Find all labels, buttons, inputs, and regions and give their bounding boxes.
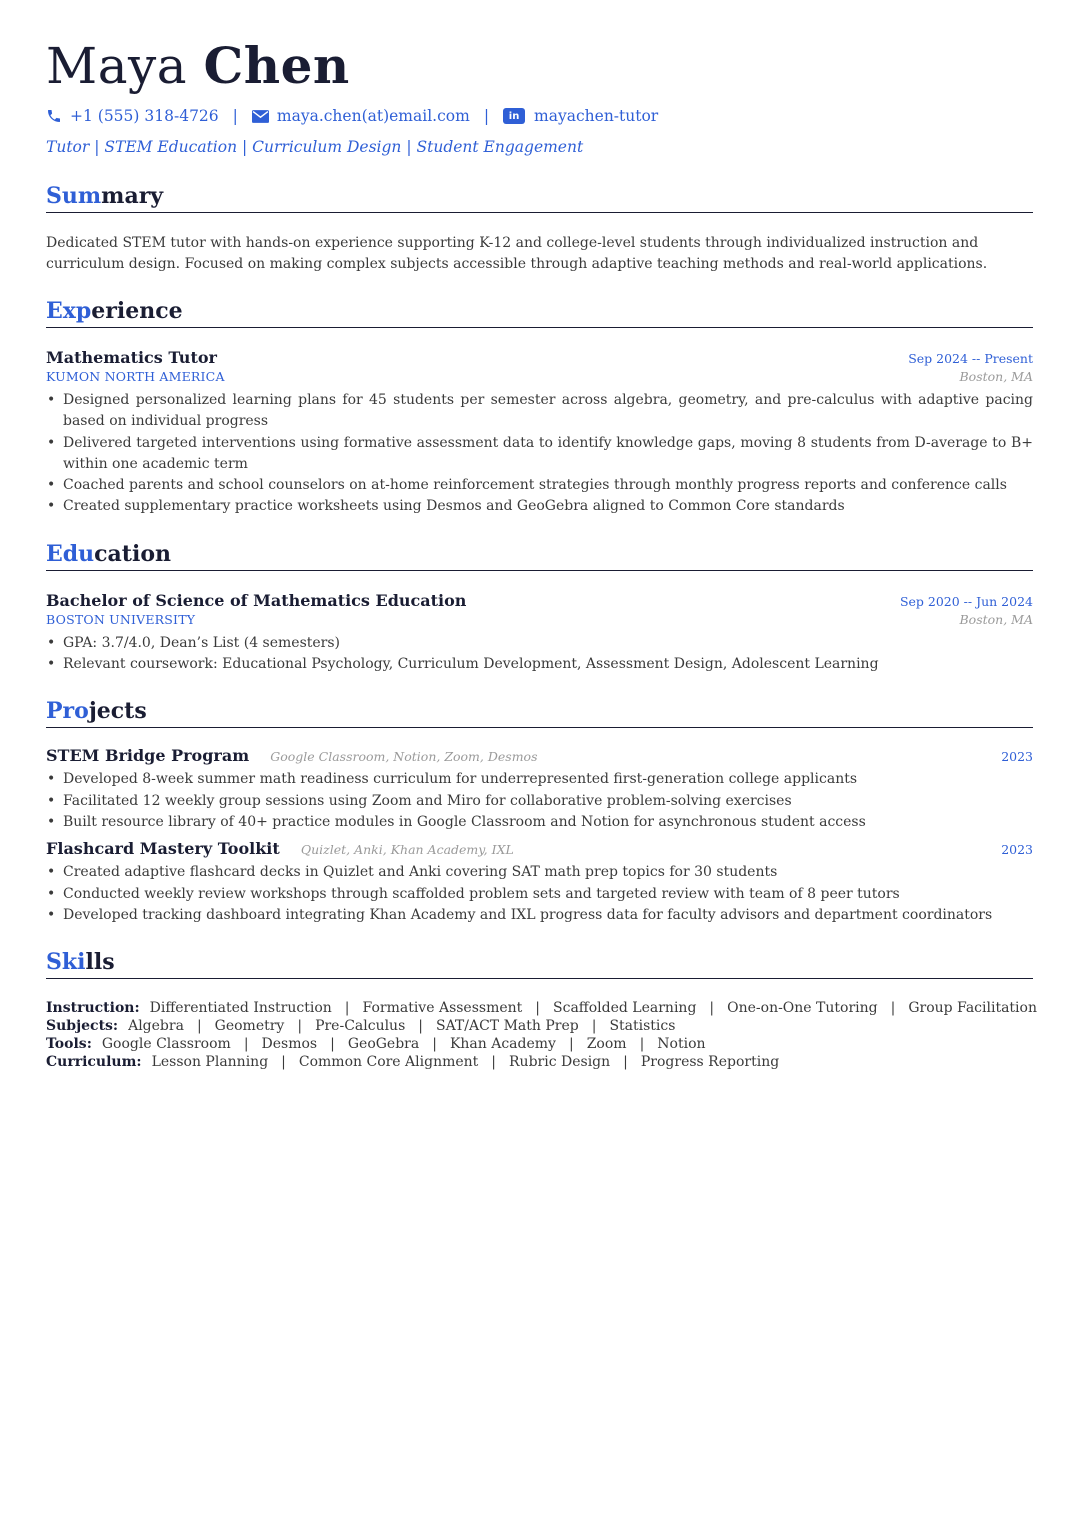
skill-item: | SAT/ACT Math Prep [405, 1017, 578, 1035]
skill-row [46, 1035, 1033, 1053]
list-item: • Developed 8-week summer math readiness curriculum for underrepresented first-generation college applicants [46, 769, 1033, 790]
skill-item: | GeoGebra [317, 1035, 419, 1053]
skill-item: | Progress Reporting [610, 1053, 779, 1071]
job-date: Sep 2024 -- Present [908, 351, 1033, 366]
contact-separator: | [232, 107, 238, 125]
skill-item: Google Classroom [101, 1036, 231, 1053]
skill-item: Lesson Planning [151, 1054, 269, 1071]
list-item: • Relevant coursework: Educational Psychology, Curriculum Development, Assessment Design, Adolescent Learning [46, 654, 1033, 675]
list-item: • Delivered targeted interventions using formative assessment data to identify knowledge gaps, moving 8 students from D-average to B+ within one academic term [46, 433, 1033, 476]
job-title: Mathematics Tutor [46, 348, 217, 367]
project-tools: Google Classroom, Notion, Zoom, Desmos [270, 749, 538, 765]
skill-item: | Formative Assessment [332, 999, 523, 1017]
phone-contact[interactable] [46, 107, 219, 125]
contact-bar [46, 104, 1033, 128]
linkedin-icon: in [503, 108, 525, 124]
education-section [46, 540, 1033, 676]
degree-title: Bachelor of Science of Mathematics Education [46, 590, 467, 610]
phone-icon [46, 108, 62, 124]
project-title: STEM Bridge Program [46, 746, 250, 766]
project-entry [46, 746, 1033, 833]
mail-icon [252, 110, 269, 123]
skill-item: | Pre-Calculus [284, 1017, 405, 1035]
project-bullets [46, 769, 1033, 833]
skill-item: | Notion [627, 1035, 706, 1053]
phone-number: +1 (555) 318-4726 [70, 107, 219, 125]
skill-item: | Group Facilitation [878, 999, 1037, 1017]
section-title: Skills [46, 948, 1033, 979]
skill-item: | Statistics [579, 1017, 676, 1035]
skill-item: | Rubric Design [478, 1053, 610, 1071]
skill-label: Subjects: [46, 1018, 119, 1035]
linkedin-contact[interactable] [503, 107, 658, 125]
skill-item: | Geometry [184, 1017, 284, 1035]
education-bullets [46, 633, 1033, 676]
skills-section [46, 948, 1037, 1071]
school-location: Boston, MA [959, 611, 1033, 627]
skill-row [46, 1017, 1033, 1035]
email-address: maya.chen(at)email.com [276, 107, 470, 125]
section-title: Experience [46, 297, 1033, 328]
project-bullets [46, 862, 1033, 926]
education-entry [46, 591, 1033, 676]
skill-label: Curriculum: [46, 1054, 142, 1071]
list-item: • Designed personalized learning plans for 45 students per semester across algebra, geometry, and pre-calculus with adaptive pacing based on individual progress [46, 390, 1033, 433]
projects-section [46, 697, 1033, 926]
skill-item: | Common Core Alignment [268, 1053, 478, 1071]
employer: KUMON NORTH AMERICA [46, 369, 225, 384]
section-title: Education [46, 540, 1033, 571]
summary-text: Dedicated STEM tutor with hands-on experience supporting K-12 and college-level students through individualized instruction and curriculum design. Focused on making complex subjects accessible through adaptive teaching methods and real-world applications. [46, 235, 988, 272]
list-item: • Created adaptive flashcard decks in Quizlet and Anki covering SAT math prep topics for 30 students [46, 862, 1033, 883]
list-item: • GPA: 3.7/4.0, Dean’s List (4 semesters) [46, 633, 1033, 654]
summary-section [46, 182, 1033, 275]
skill-row [46, 999, 1037, 1017]
skill-item: | Khan Academy [419, 1035, 556, 1053]
contact-separator: | [483, 107, 490, 125]
skill-item: Differentiated Instruction [149, 1000, 332, 1017]
last-name: Chen [203, 36, 350, 95]
experience-entry [46, 348, 1033, 518]
list-item: • Developed tracking dashboard integrating Khan Academy and IXL progress data for faculty advisors and department coordinators [46, 905, 1033, 926]
list-item: • Created supplementary practice worksheets using Desmos and GeoGebra aligned to Common Core standards [46, 496, 1033, 517]
linkedin-handle: mayachen-tutor [534, 107, 659, 125]
section-title: Projects [46, 697, 1033, 728]
project-year: 2023 [1001, 749, 1033, 765]
list-item: • Built resource library of 40+ practice modules in Google Classroom and Notion for asynchronous student access [46, 812, 1033, 833]
job-bullets [46, 390, 1033, 518]
first-name: Maya [46, 37, 188, 95]
skill-label: Tools: [46, 1036, 92, 1053]
list-item: • Coached parents and school counselors on at-home reinforcement strategies through monthly progress reports and conference calls [46, 475, 1033, 496]
section-title: Summary [46, 182, 1033, 213]
skills-list [46, 999, 1037, 1071]
project-year: 2023 [1001, 842, 1033, 858]
school-name: BOSTON UNIVERSITY [46, 611, 196, 627]
skill-item: Algebra [128, 1018, 184, 1035]
project-title: Flashcard Mastery Toolkit [46, 839, 280, 859]
skill-item: | Zoom [556, 1035, 627, 1053]
tagline: Tutor | STEM Education | Curriculum Design | Student Engagement [46, 138, 584, 156]
job-location: Boston, MA [959, 369, 1033, 384]
skill-item: | Desmos [231, 1035, 317, 1053]
project-entry [46, 839, 1033, 926]
degree-date: Sep 2020 -- Jun 2024 [899, 593, 1033, 609]
skill-row [46, 1053, 1033, 1071]
project-tools: Quizlet, Anki, Khan Academy, IXL [300, 842, 514, 858]
experience-section [46, 297, 1033, 518]
skill-item: | One-on-One Tutoring [696, 999, 877, 1017]
list-item: • Conducted weekly review workshops through scaffolded problem sets and targeted review with team of 8 peer tutors [46, 884, 1033, 905]
candidate-name [46, 0, 1033, 96]
email-contact[interactable] [252, 107, 470, 125]
skill-label: Instruction: [46, 1000, 140, 1017]
skill-item: | Scaffolded Learning [522, 999, 696, 1017]
list-item: • Facilitated 12 weekly group sessions using Zoom and Miro for collaborative problem-solving exercises [46, 791, 1033, 812]
